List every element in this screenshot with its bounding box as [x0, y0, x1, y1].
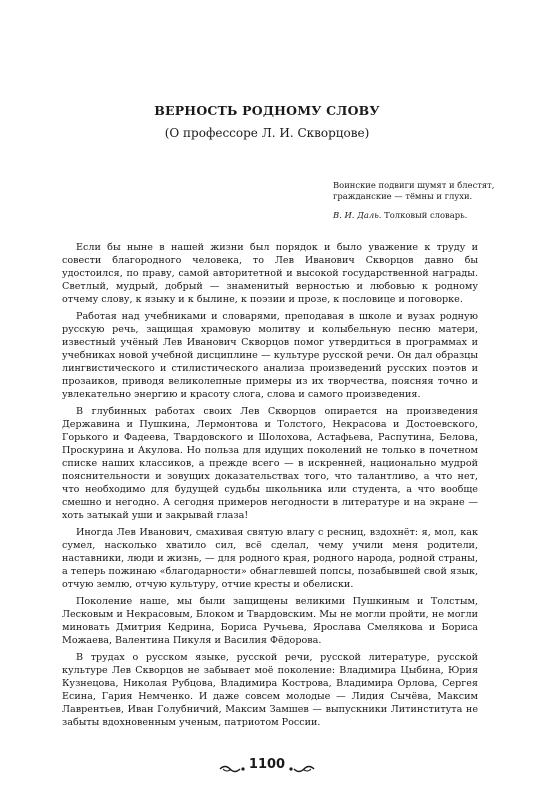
paragraph: Если бы ныне в нашей жизни был порядок и было уважение к труду и совести благородного человека, то Лев Иванович Скворцов давно бы удостоился, по праву, самой авторитетной и высокой государственной награды. Светлый, мудрый, добрый — знаменитый верностью и любовью к родному отчему слову, к языку и к былине, к поэзии и прозе, к пословице и поговорке. [62, 242, 478, 305]
paragraph: Работая над учебниками и словарями, преподавая в школе и вузах родную русскую речь, защищая храмовую молитву и колыбельную песню матери, известный учёный Лев Иванович Скворцов помог утвердиться в программах и учебниках новой учебной дисциплине — культуре русской речи. Он дал образцы лингвистического и стилистического анализа произведений русских поэтов и прозаиков, приводя великолепные примеры из их творчества, поясняя точно и увлекательно энергию и красоту слога, слова и самого произведения. [62, 311, 478, 400]
page-number: 1100 [248, 756, 286, 772]
epigraph-author: В. И. Даль. [333, 210, 382, 220]
paragraph: Поколение наше, мы были защищены великими Пушкиным и Толстым, Лесковым и Некрасовым, Блоком и Твардовским. Мы не могли пройти, не могли миновать Дмитрия Кедрина, Бориса Ручьева, Ярослава Смелякова и Бориса Можаева, Валентина Пикуля и Василия Фёдорова. [62, 596, 478, 646]
epigraph-line: Воинские подвиги шумят и блестят, [333, 180, 495, 190]
epigraph [333, 180, 503, 221]
paragraph: В глубинных работах своих Лев Скворцов опирается на произведения Державина и Пушкина, Лермонтова и Толстого, Некрасова и Достоевского, Горького и Фадеева, Твардовского и Шолохова, Астафьева, Распутина, Белова, Проскурина и Акулова. Но польза для идущих поколений не только в почетном списке наших классиков, а прежде всего — в искренней, национально мудрой пояснительности и зовущих доказательствах того, что талантливо, а что нет, что необходимо для будущей судьбы школьника или студента, а что вообще смешно и негодно. А сегодня примеров негодности в литературе и на экране — хоть затыкай уши и закрывай глаза! [62, 406, 478, 521]
epigraph-attribution [333, 210, 503, 221]
page-footer [0, 754, 534, 774]
article-subtitle: (О профессоре Л. И. Скворцове) [164, 126, 370, 140]
right-ornament-icon [289, 759, 315, 769]
paragraph: В трудах о русском языке, русской речи, русской литературе, русской культуре Лев Скворцов не забывает моё поколение: Владимира Цыбина, Юрия Кузнецова, Николая Рубцова, Владимира Кострова, Владимира Орлова, Сергея Есина, Гария Немченко. И даже совсем молодые — Лидия Сычёва, Максим Лаврентьев, Иван Голубничий, Максим Замшев — выпускники Литинститута не забыты вдохновенным ученым, патриотом России. [62, 652, 478, 728]
left-ornament-icon [219, 759, 245, 769]
epigraph-line: гражданские — тёмны и глухи. [333, 191, 473, 201]
article-body [62, 241, 478, 733]
epigraph-source: Толковый словарь. [381, 210, 468, 220]
article-title: ВЕРНОСТЬ РОДНОМУ СЛОВУ [154, 103, 380, 118]
paragraph: Иногда Лев Иванович, смахивая святую влагу с ресниц, вздохнёт: я, мол, как сумел, насколько хватило сил, всё сделал, чему учили меня родители, наставники, люди и жизнь, — для родного края, родного народа, родной страны, а теперь пожинаю «благодарности» обнаглевшей попсы, позабывшей свой язык, отчую землю, отчую культуру, отчие кресты и обелиски. [62, 527, 478, 590]
